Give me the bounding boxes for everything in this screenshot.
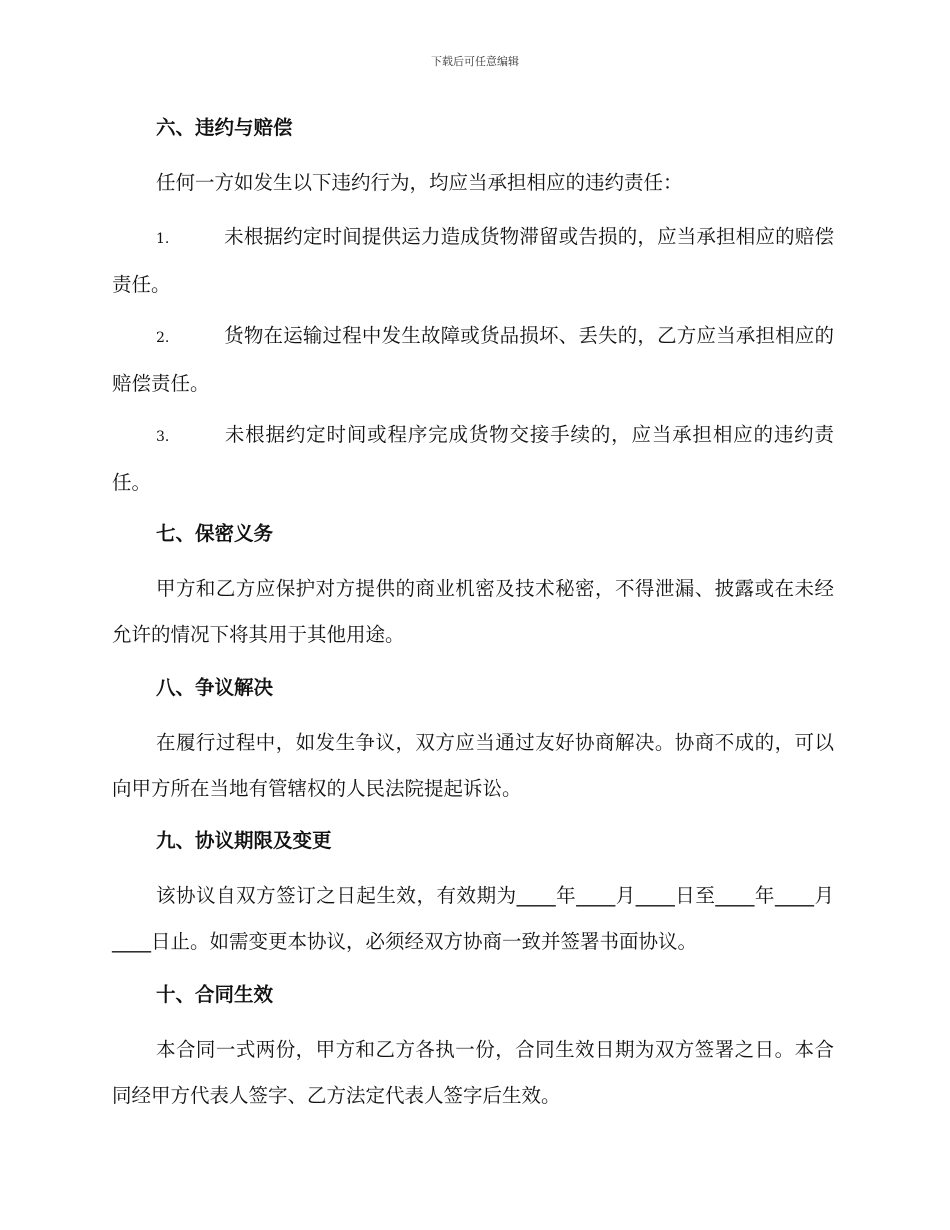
section-title-breach: 六、违约与赔偿	[156, 116, 293, 139]
paragraph-term: 该协议自双方签订之日起生效，有效期为____年____月____日至____年____月____日止。如需变更本协议，必须经双方协商一致并签署书面协议。	[112, 884, 834, 953]
paragraph-dispute: 在履行过程中，如发生争议，双方应当通过友好协商解决。协商不成的，可以向甲方所在当地有管辖权的人民法院提起诉讼。	[112, 731, 834, 800]
list-item-text: 货物在运输过程中发生故障或货品损坏、丢失的，乙方应当承担相应的赔偿责任。	[112, 324, 834, 395]
section-title-effectiveness: 十、合同生效	[156, 983, 274, 1006]
list-item-breach-3	[112, 412, 834, 506]
paragraph-confidentiality: 甲方和乙方应保护对方提供的商业机密及技术秘密，不得泄漏、披露或在未经允许的情况下将其用于其他用途。	[112, 577, 834, 646]
list-item-number: 2.	[156, 330, 170, 346]
paragraph-effectiveness: 本合同一式两份，甲方和乙方各执一份，合同生效日期为双方签署之日。本合同经甲方代表人签字、乙方法定代表人签字后生效。	[112, 1038, 834, 1107]
list-item-breach-1	[112, 214, 834, 308]
list-item-breach-2	[112, 313, 834, 407]
list-item-number: 3.	[156, 429, 170, 445]
section-title-confidentiality: 七、保密义务	[156, 522, 274, 545]
page-header: 下载后可任意编辑	[431, 55, 519, 68]
section-title-term: 九、协议期限及变更	[156, 829, 332, 852]
paragraph-breach-intro: 任何一方如发生以下违约行为，均应当承担相应的违约责任：	[156, 171, 683, 194]
list-item-number: 1.	[156, 231, 170, 247]
list-item-text: 未根据约定时间提供运力造成货物滞留或告损的，应当承担相应的赔偿责任。	[112, 225, 834, 296]
list-item-text: 未根据约定时间或程序完成货物交接手续的，应当承担相应的违约责任。	[112, 423, 834, 494]
section-title-dispute: 八、争议解决	[156, 676, 274, 699]
